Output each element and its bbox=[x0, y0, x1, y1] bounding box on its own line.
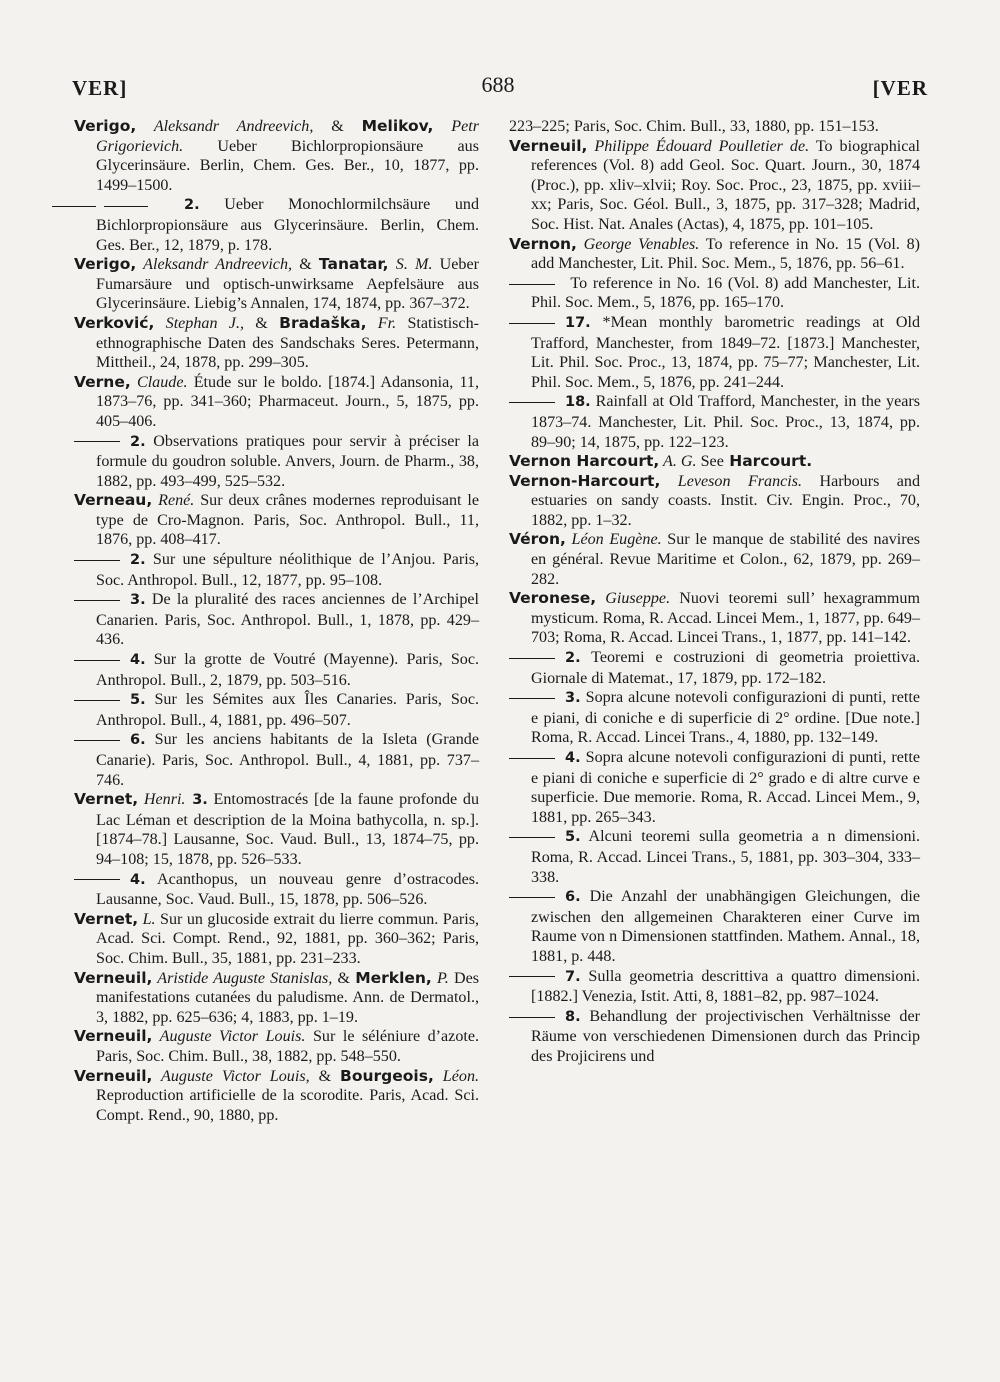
coauthor-connector: & bbox=[292, 256, 319, 274]
bibliography-entry bbox=[74, 790, 479, 869]
bibliography-entry bbox=[74, 117, 479, 195]
bibliography-entry bbox=[509, 452, 920, 472]
entry-text: Sur la grotte de Voutré (Mayenne). Paris, Soc. Anthropol. Bull., 2, 1879, pp. 503–516. bbox=[96, 651, 479, 689]
author-given-name: Philippe Édouard Poulletier de. bbox=[587, 137, 810, 155]
bibliography-entry bbox=[509, 967, 920, 1007]
entry-text: Sur le séléniure d’azote. Paris, Soc. Chim. Bull., 38, 1882, pp. 548–550. bbox=[96, 1028, 480, 1065]
author-surname: Verneau, bbox=[74, 491, 153, 510]
bibliography-entry bbox=[74, 373, 479, 432]
ditto-rule bbox=[509, 758, 555, 759]
entry-text: To biographical references (Vol. 8) add Geol. Soc. Quart. Journ., 30, 1874 (Proc.), pp. xliv–xlvii; Roy. Soc. Proc., 23, 1875, pp. xviii–xx; Paris, Soc. Géol. Bull., 3, 1875, pp. 317–328; Madrid, Soc. Hist. Nat. Anales (Actas), 4, 1875, pp. 101–105. bbox=[531, 137, 920, 233]
entry-text: Alcuni teoremi sulla geometria a n dimensioni. Roma, R. Accad. Lincei Trans., 5, 1881, pp. 303–304, 333–338. bbox=[531, 828, 920, 886]
bibliography-entry bbox=[509, 472, 920, 531]
entry-text: Des manifestations cutanées du paludisme. Ann. de Dermatol., 3, 1882, pp. 625–636; 4, 1883, pp. 1–19. bbox=[96, 969, 479, 1026]
ditto-rule bbox=[509, 837, 555, 838]
ditto-rule bbox=[74, 700, 120, 701]
ditto-rule bbox=[74, 879, 120, 880]
author-given-name: Stephan J., bbox=[154, 314, 244, 332]
entry-number: 3. bbox=[565, 690, 581, 707]
entry-number: 7. bbox=[565, 968, 581, 985]
entry-text: Sur un glucoside extrait du lierre commun. Paris, Acad. Sci. Compt. Rend., 92, 1881, pp. 360–362; Paris, Soc. Chim. Bull., 35, 1881, pp. 231–233. bbox=[96, 910, 479, 967]
author-surname: Verne, bbox=[74, 372, 131, 391]
bibliography-entry bbox=[74, 195, 479, 255]
ditto-rule bbox=[509, 1017, 555, 1018]
bibliography-entry bbox=[509, 274, 920, 313]
entry-text: Rainfall at Old Trafford, Manchester, in the years 1873–74. Manchester, Lit. Phil. Soc. Proc., 13, 1874, pp. 89–90; 14, 1875, pp. 122–123. bbox=[531, 393, 920, 451]
author-given-name: Leveson Francis. bbox=[660, 472, 803, 490]
coauthor-connector: & bbox=[244, 314, 280, 332]
left-column bbox=[74, 117, 479, 1125]
coauthor-given-name: Léon. bbox=[433, 1067, 480, 1085]
ditto-rule bbox=[74, 441, 120, 442]
bibliography-entry bbox=[74, 690, 479, 730]
bibliography-entry bbox=[74, 1067, 479, 1126]
cross-reference-surname: Harcourt. bbox=[723, 452, 813, 471]
author-given-name: Aleksandr Andreevich, bbox=[136, 256, 293, 274]
author-surname: Verigo, bbox=[74, 117, 137, 135]
bibliography-entry bbox=[509, 392, 920, 452]
ditto-rule bbox=[509, 284, 555, 285]
bibliography-entry bbox=[509, 748, 920, 827]
running-head-right: [VER bbox=[872, 76, 928, 100]
bibliography-entry bbox=[509, 137, 920, 235]
entry-number: 2. bbox=[565, 650, 581, 667]
bibliography-entry bbox=[509, 688, 920, 748]
coauthor-given-name: P. bbox=[431, 969, 449, 987]
ditto-rule bbox=[509, 323, 555, 324]
bibliography-entry bbox=[74, 550, 479, 590]
entry-number: 3. bbox=[130, 592, 146, 609]
entry-number: 3. bbox=[185, 792, 208, 809]
entry-text: Sur le manque de stabilité des navires en général. Revue Maritime et Colon., 62, 1879, pp. 269–282. bbox=[531, 531, 921, 588]
entry-text: Sur les Sémites aux Îles Canaries. Paris, Soc. Anthropol. Bull., 4, 1881, pp. 496–507. bbox=[96, 691, 479, 729]
entry-number: 4. bbox=[130, 652, 146, 669]
entry-text: Sur deux crânes modernes reproduisant le type de Cro-Magnon. Paris, Soc. Anthropol. Bull., 11, 1876, pp. 408–417. bbox=[96, 492, 479, 549]
entry-text: Acanthopus, un nouveau genre d’ostracodes. Lausanne, Soc. Vaud. Bull., 15, 1878, pp. 506–526. bbox=[96, 870, 479, 909]
coauthor-given-name: S. M. bbox=[388, 256, 433, 274]
entry-text: To reference in No. 15 (Vol. 8) add Manchester, Lit. Phil. Soc. Mem., 5, 1876, pp. 56–61. bbox=[531, 235, 920, 273]
bibliography-entry bbox=[509, 648, 920, 688]
bibliography-entry bbox=[74, 870, 479, 910]
bibliography-entry bbox=[74, 650, 479, 690]
entry-text: Statistisch-ethnographische Daten des Sandschaks Seres. Petermann, Mittheil., 24, 1878, pp. 299–305. bbox=[96, 314, 479, 372]
coauthor-surname: Merklen, bbox=[355, 968, 432, 987]
ditto-rule bbox=[509, 402, 555, 403]
author-surname: Verković, bbox=[74, 313, 155, 332]
author-surname: Verneuil, bbox=[74, 1027, 153, 1046]
author-given-name: Aleksandr Andreevich, bbox=[136, 118, 314, 135]
coauthor-surname: Tanatar, bbox=[318, 255, 389, 274]
bibliography-entry bbox=[509, 313, 920, 392]
author-given-name: Aristide Auguste Stanislas, bbox=[152, 969, 333, 987]
entry-number: 8. bbox=[565, 1008, 581, 1025]
entry-number: 17. bbox=[565, 314, 591, 331]
coauthor-connector: & bbox=[332, 969, 356, 987]
entry-text: *Mean monthly barometric readings at Old Trafford, Manchester, from 1849–72. [1873.] Manchester, Lit. Phil. Soc. Proc., 13, 1874, pp. 75–77; Manchester, Lit. Phil. Soc. Mem., 5, 1876, pp. 241–244. bbox=[531, 313, 920, 391]
ditto-rule-double bbox=[74, 196, 174, 216]
author-given-name: Léon Eugène. bbox=[565, 531, 662, 549]
entry-text: Sur une sépulture néolithique de l’Anjou. Paris, Soc. Anthropol. Bull., 12, 1877, pp. 95–108. bbox=[96, 551, 479, 589]
author-surname: Vernet, bbox=[74, 790, 139, 809]
entry-number: 2. bbox=[184, 197, 200, 214]
entry-text: Ueber Monochlormilchsäure und Bichlorpropionsäure aus Glycerinsäure. Berlin, Chem. Ges. Ber., 12, 1879, p. 178. bbox=[96, 196, 479, 254]
entry-text: Ueber Fumarsäure und optisch-unwirksame Aepfelsäure aus Glycerinsäure. Liebig’s Annalen, 174, 1874, pp. 367–372. bbox=[96, 256, 479, 313]
entry-number: 2. bbox=[130, 433, 146, 450]
bibliography-entry bbox=[509, 827, 920, 887]
author-surname: Vernon-Harcourt, bbox=[509, 471, 661, 490]
entry-number: 6. bbox=[565, 889, 581, 906]
coauthor-given-name: Petr Grigorievich. bbox=[96, 118, 479, 155]
author-given-name: Auguste Victor Louis. bbox=[152, 1028, 306, 1046]
entry-number: 2. bbox=[130, 552, 146, 569]
ditto-rule bbox=[509, 976, 555, 977]
ditto-rule bbox=[74, 560, 120, 561]
bibliography-entry bbox=[509, 589, 920, 648]
entry-text: Sur les anciens habitants de la Isleta (Grande Canarie). Paris, Soc. Anthropol. Bull., 4, 1881, pp. 737–746. bbox=[96, 731, 479, 789]
author-given-name: Henri. bbox=[138, 791, 186, 809]
bibliography-entry bbox=[74, 910, 479, 969]
author-surname: Verneuil, bbox=[74, 968, 153, 987]
entry-text: Étude sur le boldo. [1874.] Adansonia, 11, 1873–76, pp. 341–360; Pharmaceut. Journ., 5, 1875, pp. 405–406. bbox=[96, 373, 479, 430]
entry-text: Sopra alcune notevoli configurazioni di punti, rette e piani di coniche e superficie di 2° grado e di altre curve e superficie. Due memorie. Roma, R. Accad. Lincei Mem., 9, 1881, pp. 265–343. bbox=[531, 749, 920, 826]
coauthor-connector: & bbox=[313, 118, 362, 135]
entry-number: 6. bbox=[130, 732, 146, 749]
author-surname: Verigo, bbox=[74, 255, 137, 274]
entry-text: Behandlung der projectivischen Verhältnisse der Räume von verschiedenen Dimensionen durch das Princip des Projicirens und bbox=[531, 1007, 920, 1065]
bibliography-entry bbox=[509, 530, 920, 589]
entry-number: 4. bbox=[565, 750, 581, 766]
bibliography-entry bbox=[74, 590, 479, 650]
entry-number: 4. bbox=[130, 871, 146, 888]
bibliography-entry bbox=[74, 730, 479, 790]
author-surname: Veronese, bbox=[509, 589, 597, 608]
entry-text: Entomostracés [de la faune profonde du Lac Léman et description de la Moina bathycolla, n. sp.]. [1874–78.] Lausanne, Soc. Vaud. Bull., 13, 1874–75, pp. 94–108; 15, 1878, pp. 526–533. bbox=[96, 791, 480, 868]
bibliography-entry bbox=[74, 969, 479, 1028]
entry-text: Nuovi teoremi sull’ hexagrammum mysticum. Roma, R. Accad. Lincei Mem., 1, 1877, pp. 649–703; Roma, R. Accad. Lincei Trans., 1, 1877, pp. 141–142. bbox=[531, 590, 920, 647]
bibliography-entry bbox=[74, 314, 479, 373]
author-given-name: L. bbox=[138, 910, 156, 928]
entry-text: Ueber Bichlorpropionsäure aus Glycerinsäure. Berlin, Chem. Ges. Ber., 10, 1877, pp. 1499–1500. bbox=[96, 137, 479, 194]
ditto-rule bbox=[509, 897, 555, 898]
coauthor-surname: Bradaška, bbox=[279, 313, 367, 332]
bibliography-entry bbox=[509, 117, 920, 137]
coauthor-given-name: Fr. bbox=[366, 314, 397, 332]
entry-number: 5. bbox=[130, 692, 146, 709]
ditto-rule bbox=[509, 658, 555, 659]
bibliography-entry bbox=[509, 235, 920, 274]
coauthor-connector: & bbox=[309, 1067, 341, 1085]
entry-text: Die Anzahl der unabhängigen Gleichungen, die zwischen den allgemeinen Charakteren einer Curve im Raume von n Dimensionen stattfinden. Mathem. Annal., 18, 1881, p. 448. bbox=[531, 888, 920, 965]
page-header bbox=[68, 70, 928, 102]
page-number: 688 bbox=[481, 72, 515, 97]
author-surname: Vernet, bbox=[74, 909, 139, 928]
coauthor-surname: Bourgeois, bbox=[340, 1066, 434, 1085]
running-head-left: VER] bbox=[72, 76, 128, 100]
author-given-name: George Venables. bbox=[576, 235, 700, 253]
author-surname: Verneuil, bbox=[74, 1066, 153, 1085]
bibliography-entry bbox=[509, 1007, 920, 1067]
entry-text: Observations pratiques pour servir à préciser la formule du goudron soluble. Anvers, Journ. de Pharm., 38, 1882, pp. 493–499, 525–532. bbox=[96, 432, 479, 490]
author-given-name: Giuseppe. bbox=[596, 590, 671, 608]
entry-text: De la pluralité des races anciennes de l’Archipel Canarien. Paris, Soc. Anthropol. Bull., 1, 1878, pp. 429–436. bbox=[96, 591, 479, 649]
entry-text: Teoremi e costruzioni di geometria proiettiva. Giornale di Matemat., 17, 1879, pp. 172–182. bbox=[531, 649, 920, 687]
bibliography-entry bbox=[74, 1027, 479, 1066]
ditto-rule bbox=[74, 740, 120, 741]
entry-text: To reference in No. 16 (Vol. 8) add Manchester, Lit. Phil. Soc. Mem., 5, 1876, pp. 165–170. bbox=[531, 274, 920, 312]
ditto-rule bbox=[509, 698, 555, 699]
entry-text: Sopra alcune notevoli configurazioni di punti, rette e piani, di coniche e di superficie di 2° ordine. [Due note.] Roma, R. Accad. Lincei Trans., 4, 1880, pp. 132–149. bbox=[531, 689, 920, 747]
bibliography-entry bbox=[74, 491, 479, 550]
bibliography-entry bbox=[509, 887, 920, 966]
ditto-rule bbox=[74, 660, 120, 661]
bibliography-entry bbox=[74, 255, 479, 314]
author-given-name: René. bbox=[152, 492, 195, 510]
author-surname: Véron, bbox=[509, 530, 566, 549]
author-surname: Verneuil, bbox=[509, 136, 588, 155]
entry-text: See bbox=[696, 453, 724, 471]
author-surname: Vernon, bbox=[509, 234, 577, 253]
bibliography-entry bbox=[74, 432, 479, 492]
author-surname: Vernon Harcourt, bbox=[509, 452, 660, 471]
coauthor-surname: Melikov, bbox=[361, 117, 434, 135]
entry-text: Harbours and estuaries on sandy coasts. Instit. Civ. Engin. Proc., 70, 1882, pp. 1–32. bbox=[531, 472, 920, 529]
author-given-name: Claude. bbox=[130, 373, 188, 391]
author-given-name: A. G. bbox=[659, 453, 697, 471]
entry-text: Sulla geometria descrittiva a quattro dimensioni. [1882.] Venezia, Istit. Atti, 8, 1881–82, pp. 987–1024. bbox=[531, 967, 920, 1006]
ditto-rule bbox=[74, 600, 120, 601]
author-given-name: Auguste Victor Louis, bbox=[152, 1067, 310, 1085]
entry-continuation: 223–225; Paris, Soc. Chim. Bull., 33, 1880, pp. 151–153. bbox=[509, 118, 879, 135]
entry-text: Reproduction artificielle de la scorodite. Paris, Acad. Sci. Compt. Rend., 90, 1880, pp. bbox=[96, 1087, 479, 1124]
entry-number: 5. bbox=[565, 829, 581, 846]
right-column bbox=[509, 117, 920, 1067]
entry-number: 18. bbox=[565, 394, 591, 411]
